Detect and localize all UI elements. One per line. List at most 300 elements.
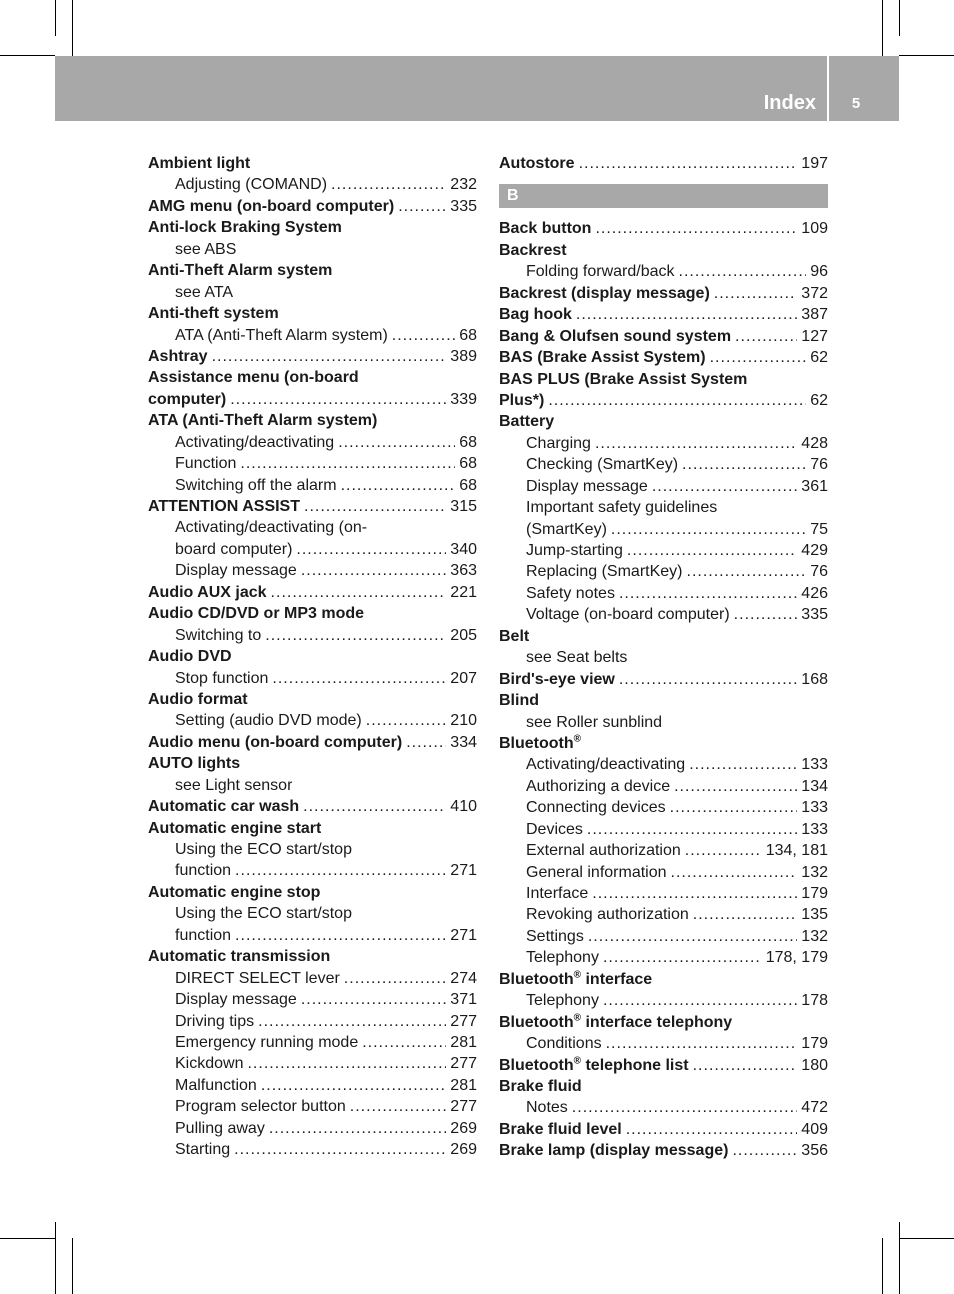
index-subentry-line	[148, 968, 477, 989]
registered-mark: ®	[573, 969, 582, 981]
index-subentry-line	[148, 432, 477, 453]
section-header-b: B	[499, 184, 828, 208]
leader-dots	[734, 604, 798, 625]
index-entry-line	[499, 369, 828, 390]
page-reference[interactable]: 68	[459, 455, 477, 473]
index-subentry-line	[148, 710, 477, 731]
leader-dots	[366, 710, 447, 731]
page-reference[interactable]: 207	[450, 669, 477, 687]
page-reference[interactable]: 335	[801, 606, 828, 624]
index-subentry-label: Settings	[526, 927, 584, 945]
leader-dots	[588, 926, 797, 947]
index-entry-line	[148, 346, 477, 367]
leader-dots	[338, 432, 455, 453]
index-entry	[148, 346, 477, 367]
index-entry-label: ATTENTION ASSIST	[148, 498, 300, 515]
index-subentry-line	[499, 712, 828, 733]
index-entry-label: Automatic car wash	[148, 798, 300, 816]
index-entry-line	[499, 1055, 828, 1076]
page-reference[interactable]: 371	[450, 991, 477, 1009]
index-subentry-line	[148, 1139, 477, 1160]
index-subentry-label: Interface	[526, 885, 589, 902]
page-reference[interactable]: 133	[801, 799, 828, 817]
index-subentry-label: Activating/deactivating	[175, 433, 335, 451]
index-entry	[148, 946, 477, 1160]
index-subentry-line	[499, 883, 828, 904]
index-entry	[148, 260, 477, 303]
index-subentry-line	[148, 625, 477, 646]
index-entry	[499, 1055, 828, 1076]
leader-dots	[619, 669, 797, 690]
crop-mark	[55, 0, 56, 36]
index-entry-line	[499, 347, 828, 368]
index-subentry-label: Folding forward/back	[526, 263, 675, 281]
index-subentry-label: see ABS	[175, 240, 237, 258]
index-subentry-label: Stop function	[175, 669, 269, 687]
index-entry-line	[148, 410, 477, 431]
leader-dots	[548, 390, 806, 411]
index-entry-line	[499, 411, 828, 432]
index-subentry-line	[148, 1032, 477, 1053]
index-entry-label: Audio DVD	[148, 648, 232, 666]
registered-mark: ®	[573, 1055, 582, 1067]
index-subentry-line	[499, 797, 828, 818]
index-entry-label: Backrest	[499, 241, 567, 259]
leader-dots	[258, 1011, 446, 1032]
index-entry-label: Bluetooth® interface	[499, 969, 653, 988]
page-reference[interactable]: 62	[810, 349, 828, 367]
index-subentry-label: Devices	[526, 820, 583, 838]
page-reference[interactable]: 96	[810, 263, 828, 281]
index-subentry-line	[499, 990, 828, 1011]
page-reference[interactable]: 62	[810, 391, 828, 409]
index-subentry-label: Checking (SmartKey)	[526, 456, 679, 474]
index-entry-line	[148, 646, 477, 667]
page-reference[interactable]: 210	[450, 712, 477, 730]
page-reference[interactable]: 340	[450, 540, 477, 558]
page-reference[interactable]: 472	[801, 1099, 828, 1117]
index-subentry-line	[499, 583, 828, 604]
leader-dots	[331, 174, 446, 195]
index-entry-label: Blind	[499, 692, 539, 710]
leader-dots	[603, 990, 797, 1011]
page-reference[interactable]: 232	[450, 176, 477, 194]
index-subentry-line	[499, 819, 828, 840]
leader-dots	[674, 776, 797, 797]
index-subentry-label: see Roller sunblind	[526, 713, 663, 731]
leader-dots	[269, 1118, 446, 1139]
page-reference[interactable]: 127	[801, 327, 828, 345]
index-entry-line	[148, 260, 477, 281]
leader-dots	[714, 283, 798, 304]
index-entry-label: Bang & Olufsen sound system	[499, 327, 732, 345]
leader-dots	[592, 883, 797, 904]
crop-mark	[882, 0, 883, 56]
index-entry	[499, 347, 828, 368]
index-entry	[499, 626, 828, 669]
index-subentry-line	[499, 540, 828, 561]
index-entry	[499, 690, 828, 733]
index-entry-label: Audio AUX jack	[148, 583, 267, 601]
leader-dots	[212, 346, 447, 367]
index-entry-label: Audio format	[148, 690, 248, 708]
page-reference[interactable]: 387	[801, 306, 828, 324]
page-reference[interactable]: 134, 181	[765, 842, 828, 860]
index-subentry-line	[148, 839, 477, 860]
index-entry	[148, 603, 477, 646]
index-subentry-line	[499, 904, 828, 925]
page-reference[interactable]: 76	[810, 456, 828, 474]
leader-dots	[611, 519, 806, 540]
leader-dots	[735, 326, 797, 347]
index-subentry-label: Program selector button	[175, 1098, 346, 1116]
crop-mark	[899, 55, 954, 56]
index-subentry-label: Telephony	[526, 992, 599, 1010]
leader-dots	[679, 261, 807, 282]
index-subentry-line	[148, 453, 477, 474]
leader-dots	[603, 947, 762, 968]
page-reference[interactable]: 277	[450, 1012, 477, 1030]
index-entry-line	[499, 669, 828, 690]
index-entry-line	[499, 153, 828, 174]
index-entry	[148, 367, 477, 410]
leader-dots	[341, 475, 456, 496]
index-entry	[148, 882, 477, 946]
index-subentry-label: DIRECT SELECT lever	[175, 969, 340, 987]
index-subentry-label: Adjusting (COMAND)	[175, 176, 328, 194]
index-subentry-line	[148, 1053, 477, 1074]
index-entry-line	[499, 304, 828, 325]
index-subentry-label: Important safety guidelines	[526, 499, 718, 517]
leader-dots	[606, 1033, 798, 1054]
index-entry-line	[499, 1076, 828, 1097]
crop-mark	[899, 1222, 900, 1294]
leader-dots	[595, 433, 797, 454]
crop-mark	[882, 1238, 883, 1294]
index-subentry-line	[148, 989, 477, 1010]
index-entry	[148, 753, 477, 796]
leader-dots	[710, 347, 807, 368]
index-entry-line	[148, 753, 477, 774]
page-reference[interactable]: 180	[801, 1056, 828, 1074]
index-entry	[148, 196, 477, 217]
index-entry	[499, 304, 828, 325]
index-subentry-label: Switching to	[175, 626, 262, 644]
index-entry	[148, 689, 477, 732]
leader-dots	[398, 196, 446, 217]
index-subentry-line	[499, 561, 828, 582]
index-subentry-label: see Seat belts	[526, 649, 628, 667]
index-entry-line	[499, 240, 828, 261]
index-subentry-label: function	[175, 926, 232, 944]
index-subentry-label: Voltage (on-board computer)	[526, 606, 730, 624]
leader-dots	[272, 668, 446, 689]
leader-dots	[579, 153, 798, 174]
index-entry-line	[499, 690, 828, 711]
index-subentry-label: Switching off the alarm	[175, 476, 337, 494]
page-reference[interactable]: 68	[459, 326, 477, 344]
leader-dots	[595, 218, 797, 239]
page-reference[interactable]: 197	[801, 155, 828, 172]
page-reference[interactable]: 135	[801, 906, 828, 924]
index-entry	[499, 411, 828, 625]
leader-dots	[693, 1055, 798, 1076]
index-subentry-line	[499, 497, 828, 518]
page-reference[interactable]: 221	[450, 583, 477, 601]
index-entry-label: Battery	[499, 413, 555, 431]
index-entry-label: Backrest (display message)	[499, 284, 710, 302]
index-subentry-line	[499, 454, 828, 475]
page-reference[interactable]: 372	[801, 284, 828, 302]
page-reference[interactable]: 277	[450, 1098, 477, 1116]
index-entry-label: Anti-theft system	[148, 305, 279, 323]
index-entry-line	[148, 303, 477, 324]
index-entry-line	[148, 732, 477, 753]
page-reference[interactable]: 389	[450, 347, 477, 365]
index-subentry-line	[148, 539, 477, 560]
leader-dots	[301, 989, 446, 1010]
index-entry-line	[148, 818, 477, 839]
page-reference[interactable]: 428	[801, 434, 828, 452]
index-entry-label: AUTO lights	[148, 755, 241, 773]
registered-mark: ®	[573, 733, 582, 745]
page-reference[interactable]: 277	[450, 1055, 477, 1073]
leader-dots	[572, 1097, 798, 1118]
index-entry-label: Automatic engine stop	[148, 883, 321, 901]
index-entry-label: Bluetooth® telephone list	[499, 1055, 689, 1074]
page-reference[interactable]: 179	[801, 1035, 828, 1053]
index-subentry-line	[499, 1097, 828, 1118]
index-entry	[499, 283, 828, 304]
page-reference[interactable]: 274	[450, 969, 477, 987]
leader-dots	[362, 1032, 446, 1053]
page-reference[interactable]: 168	[801, 670, 828, 688]
page-number: 5	[851, 95, 861, 112]
index-entry	[148, 732, 477, 753]
index-subentry-label: see Light sensor	[175, 776, 293, 794]
index-entry-label: computer)	[148, 390, 227, 408]
leader-dots	[296, 539, 446, 560]
index-column-left	[148, 153, 477, 1161]
page-reference[interactable]: 271	[450, 926, 477, 944]
index-entry-label: Plus*)	[499, 391, 545, 409]
page-reference[interactable]: 133	[801, 820, 828, 838]
page-reference[interactable]: 178, 179	[765, 949, 828, 967]
leader-dots	[234, 1139, 446, 1160]
page-reference[interactable]: 281	[450, 1076, 477, 1094]
index-entry	[499, 1012, 828, 1055]
index-entry-line	[148, 153, 477, 174]
index-entry-line	[148, 367, 477, 388]
index-subentry-label: General information	[526, 863, 667, 881]
index-subentry-label: Revoking authorization	[526, 906, 689, 924]
index-subentry-label: Safety notes	[526, 584, 615, 602]
index-subentry-label: Kickdown	[175, 1055, 244, 1073]
index-entry	[148, 582, 477, 603]
crop-mark	[899, 1238, 954, 1239]
index-entry	[499, 1140, 828, 1161]
index-entry-label: Brake fluid level	[499, 1120, 622, 1138]
leader-dots	[265, 625, 446, 646]
index-entry-label: Bluetooth®	[499, 733, 582, 752]
leader-dots	[303, 796, 446, 817]
leader-dots	[247, 1053, 446, 1074]
index-entry-line	[499, 390, 828, 411]
leader-dots	[627, 540, 797, 561]
index-subentry-line	[499, 519, 828, 540]
index-subentry-label: function	[175, 862, 232, 880]
index-entry-line	[499, 969, 828, 990]
index-subentry-label: Using the ECO start/stop	[175, 841, 352, 858]
page-reference[interactable]: 426	[801, 584, 828, 602]
page-reference[interactable]: 335	[450, 197, 477, 215]
index-subentry-label: Malfunction	[175, 1076, 257, 1094]
index-entry-label: AMG menu (on-board computer)	[148, 197, 395, 215]
page-reference[interactable]: 133	[801, 756, 828, 774]
index-entry-label: Audio CD/DVD or MP3 mode	[148, 605, 365, 623]
index-group-b	[499, 218, 828, 1161]
leader-dots	[687, 561, 807, 582]
index-subentry-line	[148, 174, 477, 195]
index-entry	[499, 369, 828, 412]
index-entry-line	[499, 1119, 828, 1140]
leader-dots	[240, 453, 455, 474]
index-column-right	[499, 153, 828, 1162]
index-subentry-label: Charging	[526, 434, 591, 452]
index-entry-label: Audio menu (on-board computer)	[148, 733, 403, 751]
page-reference[interactable]: 269	[450, 1141, 477, 1159]
index-entry-label: Automatic engine start	[148, 819, 322, 837]
page-reference[interactable]: 75	[810, 520, 828, 538]
index-entry-label: Bag hook	[499, 306, 572, 324]
index-subentry-label: Notes	[526, 1099, 568, 1117]
index-entry	[499, 1119, 828, 1140]
leader-dots	[671, 862, 798, 883]
index-subentry-label: Conditions	[526, 1035, 602, 1053]
index-subentry-label: Activating/deactivating	[526, 756, 686, 774]
page-reference[interactable]: 363	[450, 562, 477, 580]
index-entry	[499, 218, 828, 239]
page-title: Index	[763, 92, 816, 114]
index-subentry-line	[148, 925, 477, 946]
page-reference[interactable]: 339	[450, 390, 477, 408]
index-entry	[499, 733, 828, 969]
leader-dots	[587, 819, 797, 840]
index-subentry-line	[499, 776, 828, 797]
index-entry-label: Belt	[499, 627, 530, 645]
index-entry-label: Autostore	[499, 155, 575, 172]
index-subentry-label: Jump-starting	[526, 542, 623, 559]
page-reference[interactable]: 269	[450, 1119, 477, 1137]
page-reference[interactable]: 109	[801, 220, 828, 238]
leader-dots	[350, 1096, 447, 1117]
index-entry	[148, 646, 477, 689]
page-reference[interactable]: 429	[801, 542, 828, 559]
index-subentry-line	[148, 239, 477, 260]
index-subentry-line	[499, 754, 828, 775]
page-reference[interactable]: 281	[450, 1033, 477, 1051]
index-entry	[148, 796, 477, 817]
index-entry	[148, 496, 477, 582]
index-entry	[148, 153, 477, 196]
index-subentry-line	[148, 475, 477, 496]
leader-dots	[685, 840, 762, 861]
index-subentry-line	[148, 775, 477, 796]
index-subentry-line	[499, 840, 828, 861]
page-reference[interactable]: 271	[450, 862, 477, 880]
index-subentry-label: Connecting devices	[526, 799, 666, 817]
index-subentry-line	[148, 1118, 477, 1139]
page-reference[interactable]: 68	[459, 433, 477, 451]
index-subentry-line	[148, 282, 477, 303]
index-entry-label: Automatic transmission	[148, 948, 331, 966]
leader-dots	[406, 732, 446, 753]
index-entry-line	[148, 796, 477, 817]
index-subentry-line	[499, 476, 828, 497]
index-subentry-label: Activating/deactivating (on-	[175, 519, 368, 537]
index-subentry-label: ATA (Anti-Theft Alarm system)	[175, 326, 388, 344]
index-subentry-line	[148, 1011, 477, 1032]
index-entry-label: BAS PLUS (Brake Assist System	[499, 370, 748, 388]
index-entry	[148, 303, 477, 346]
leader-dots	[261, 1075, 446, 1096]
index-subentry-label: External authorization	[526, 842, 681, 860]
leader-dots	[732, 1140, 797, 1161]
leader-dots	[392, 325, 455, 346]
page-reference[interactable]: 356	[801, 1142, 828, 1160]
leader-dots	[344, 968, 447, 989]
index-subentry-label: Using the ECO start/stop	[175, 905, 352, 923]
page-reference[interactable]: 409	[801, 1120, 828, 1138]
index-entry-line	[499, 283, 828, 304]
index-subentry-label: Driving tips	[175, 1012, 255, 1030]
index-entry-label: Back button	[499, 220, 592, 238]
page-reference[interactable]: 76	[810, 563, 828, 581]
index-subentry-label: Display message	[526, 477, 648, 495]
index-subentry-line	[148, 1096, 477, 1117]
index-entry-label: Assistance menu (on-board	[148, 369, 359, 387]
page-reference[interactable]: 178	[801, 992, 828, 1010]
index-subentry-line	[148, 325, 477, 346]
index-entry-line	[148, 603, 477, 624]
index-entry	[499, 240, 828, 283]
page-reference[interactable]: 68	[459, 476, 477, 494]
index-subentry-label: Function	[175, 455, 237, 473]
crop-mark	[0, 55, 55, 56]
page-reference[interactable]: 361	[801, 477, 828, 495]
page-reference[interactable]: 179	[801, 885, 828, 902]
index-subentry-line	[499, 433, 828, 454]
crop-mark	[72, 1238, 73, 1294]
page-reference[interactable]: 132	[801, 927, 828, 945]
page-reference[interactable]: 334	[450, 733, 477, 751]
index-entry	[499, 326, 828, 347]
index-entry-line	[499, 1012, 828, 1033]
page-reference[interactable]: 410	[450, 798, 477, 816]
page-reference[interactable]: 132	[801, 863, 828, 881]
page-reference[interactable]: 205	[450, 626, 477, 644]
index-entry-label: Brake lamp (display message)	[499, 1142, 729, 1160]
index-entry	[499, 969, 828, 1012]
index-entry-label: Anti-Theft Alarm system	[148, 262, 333, 280]
crop-mark	[0, 1238, 55, 1239]
index-entry-label: Anti-lock Braking System	[148, 219, 342, 237]
page-reference[interactable]: 315	[450, 498, 477, 515]
index-entry	[499, 669, 828, 690]
page-reference[interactable]: 134	[801, 777, 828, 795]
leader-dots	[235, 860, 446, 881]
index-entry-label: ATA (Anti-Theft Alarm system)	[148, 412, 378, 430]
